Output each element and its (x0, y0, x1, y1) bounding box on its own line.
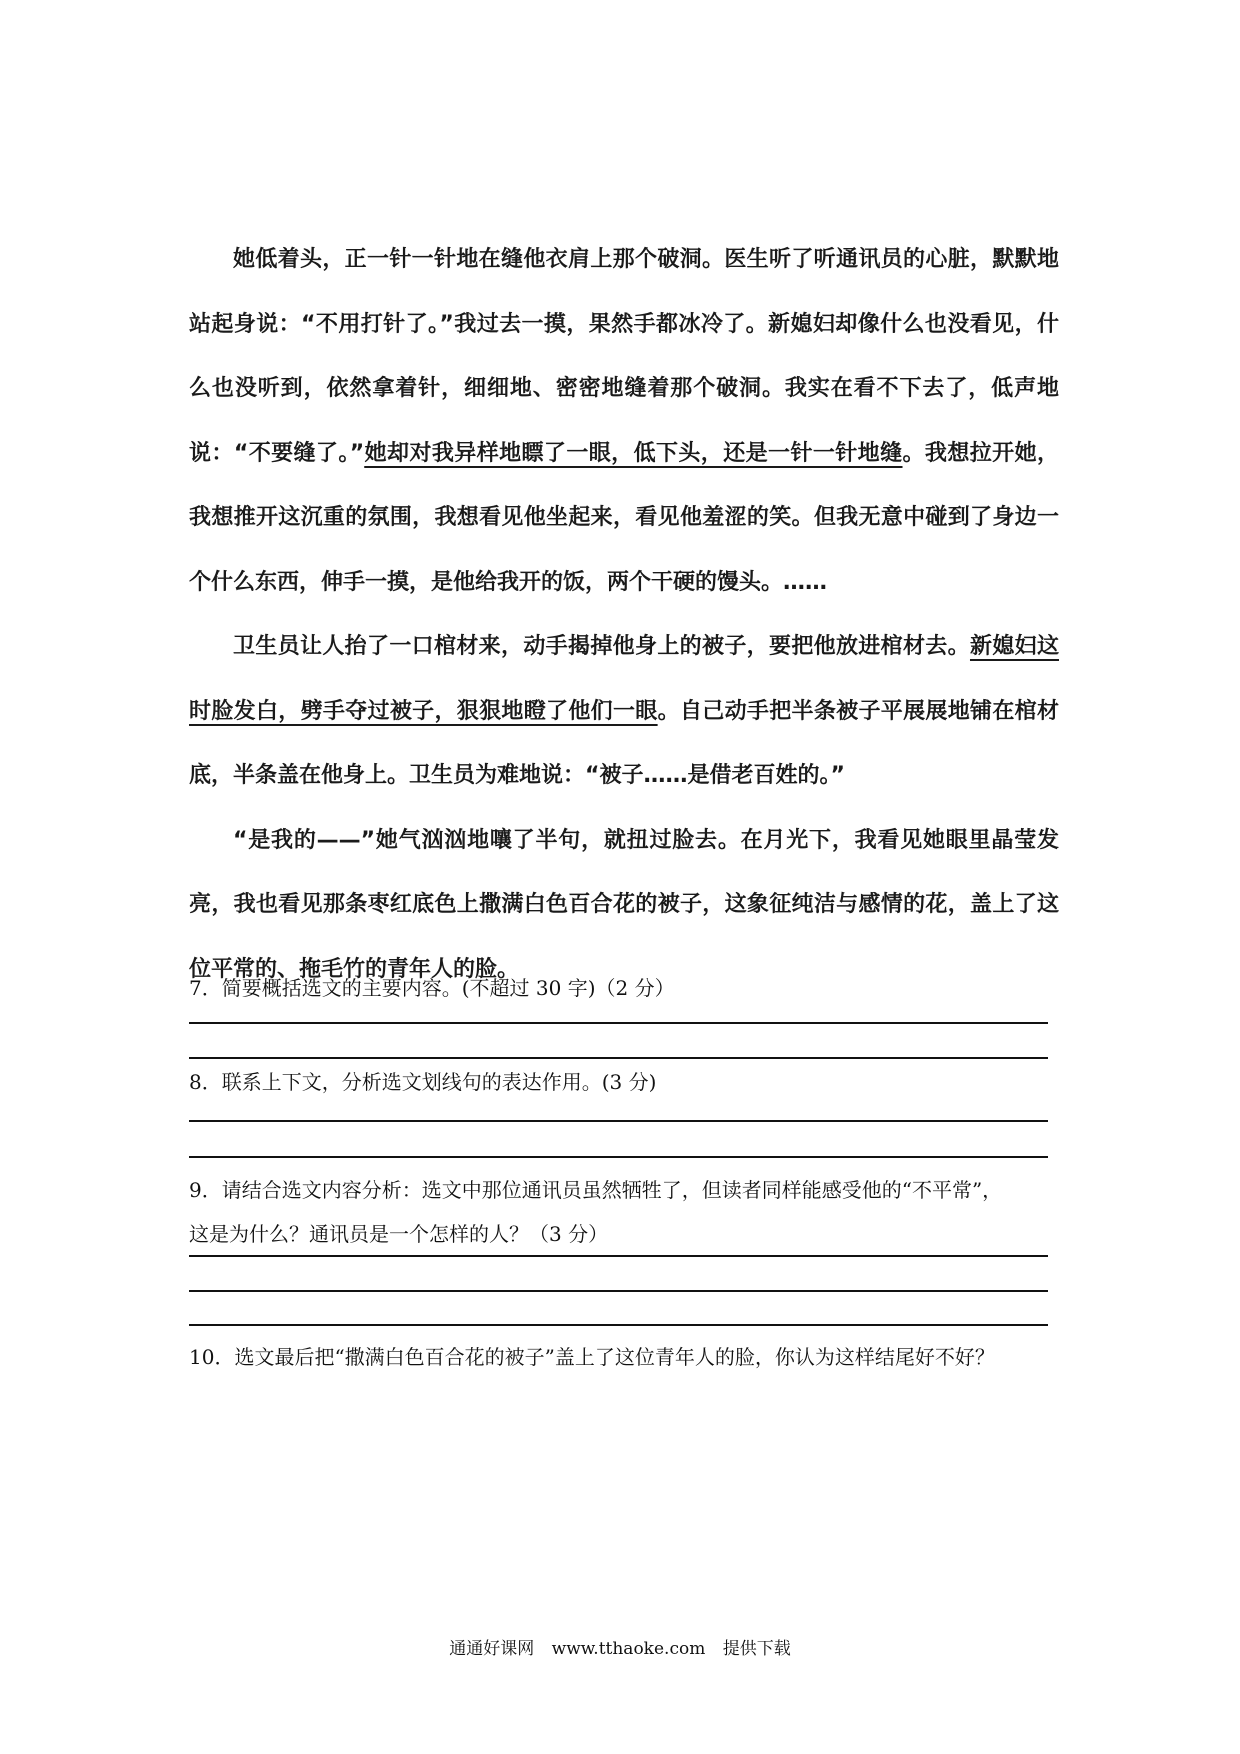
answer-line[interactable] (189, 1120, 1048, 1122)
passage-text: 她低着头，正一针一针地在缝他衣肩上那个破洞。医生听了听通讯员的心脏，默默地站起身说：“不用打针了。”我过去一摸，果然手都冰冷了。新媳妇却像什么也没看见，什么也没听到，依然拿着针，细细地、密密地缝着那个破洞。我实在看不下去了，低声地说：“不要缝了。” (189, 247, 1059, 466)
answer-line[interactable] (189, 1290, 1048, 1292)
answer-line[interactable] (189, 1324, 1048, 1326)
answer-line[interactable] (189, 1022, 1048, 1024)
page-footer (0, 1634, 1240, 1659)
footer-site-name: 通通好课网 (449, 1639, 535, 1659)
footer-url[interactable]: www.tthaoke.com (551, 1639, 706, 1659)
passage-paragraph-2 (189, 615, 1059, 809)
question-8 (189, 1060, 656, 1104)
reading-passage (189, 228, 1059, 1002)
question-7-text: 7．简要概括选文的主要内容。(不超过 30 字)（2 分） (189, 976, 675, 1000)
passage-paragraph-3: “是我的——”她气汹汹地嚷了半句，就扭过脸去。在月光下，我看见她眼里晶莹发亮，我也看见那条枣红底色上撒满白色百合花的被子，这象征纯洁与感情的花，盖上了这位平常的、拖毛竹的青年人的脸。 (189, 827, 1059, 982)
question-9-text: 这是为什么？通讯员是一个怎样的人？（3 分） (189, 1222, 609, 1246)
passage-text: 卫生员让人抬了一口棺材来，动手揭掉他身上的被子，要把他放进棺材去。 (233, 634, 970, 659)
question-9 (189, 1168, 1069, 1256)
passage-text: 。自己动手把半条被子平展展地铺在棺材底，半条盖在他身上。卫生员为难地说：“被子……是借老百姓的。” (189, 698, 1059, 788)
underlined-sentence: 她却对我异样地瞟了一眼，低下头，还是一针一针地缝 (364, 440, 903, 466)
answer-line[interactable] (189, 1156, 1048, 1158)
passage-text: 。我想拉开她，我想推开这沉重的氛围，我想看见他坐起来，看见他羞涩的笑。但我无意中碰到了身边一个什么东西，伸手一摸，是他给我开的饭，两个干硬的馒头。…… (189, 440, 1059, 595)
answer-line[interactable] (189, 1057, 1048, 1059)
question-9-text: 9．请结合选文内容分析：选文中那位通讯员虽然牺牲了，但读者同样能感受他的“不平常”， (189, 1178, 1003, 1202)
question-8-text: 8．联系上下文，分析选文划线句的表达作用。(3 分) (189, 1070, 657, 1094)
answer-line[interactable] (189, 1255, 1048, 1257)
question-7 (189, 966, 675, 1010)
footer-suffix: 提供下载 (722, 1639, 791, 1659)
passage-paragraph-1 (189, 228, 1059, 615)
question-10-text: 10．选文最后把“撒满白色百合花的被子”盖上了这位青年人的脸，你认为这样结尾好不好？ (189, 1345, 995, 1369)
question-10 (189, 1335, 1069, 1379)
underlined-sentence: 新媳妇这时脸发白，劈手夺过被子，狠狠地瞪了他们一眼 (189, 634, 1059, 724)
